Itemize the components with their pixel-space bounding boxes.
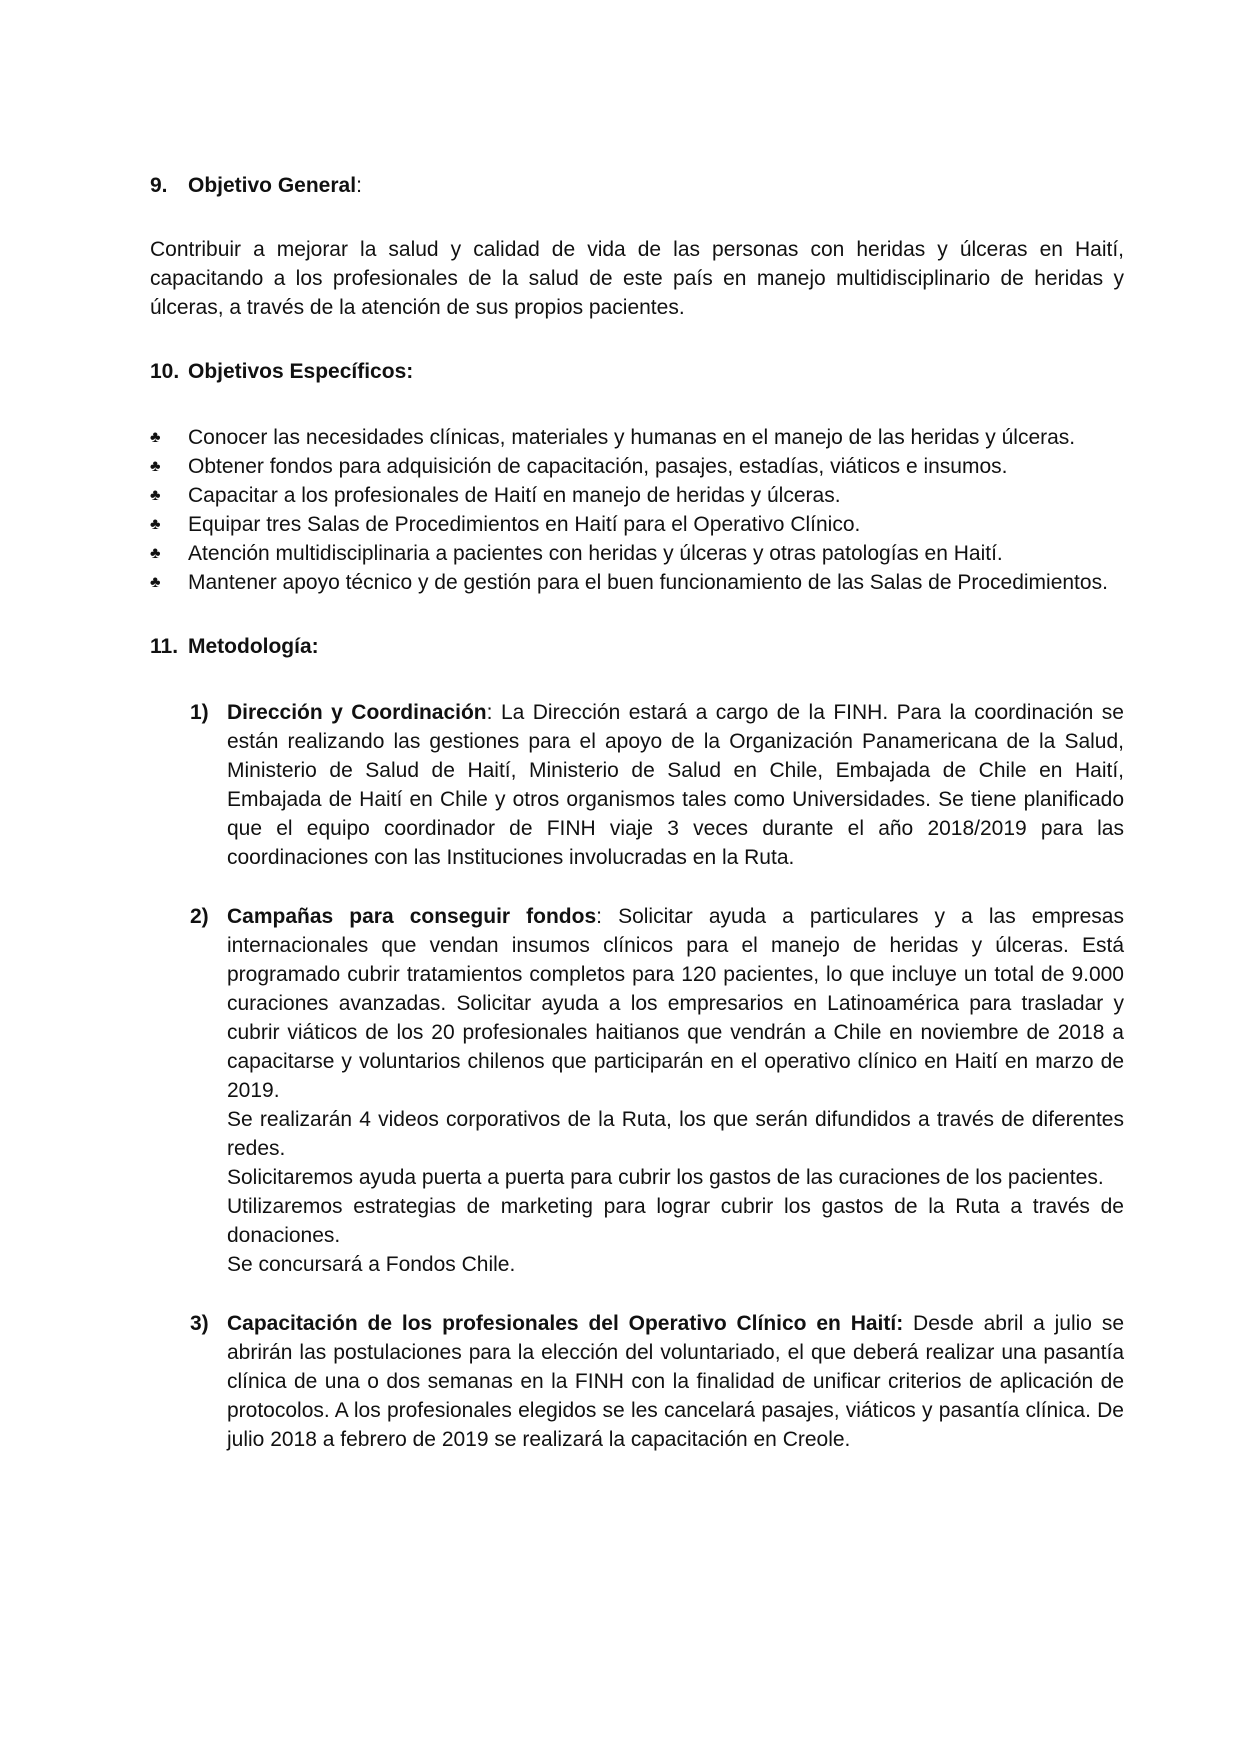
section-number: 9. [150,174,168,197]
section-11-heading [150,632,1124,661]
item-text: Solicitar ayuda a particulares y a las empresas internacionales que vendan insumos clínicos para el manejo de heridas y úlceras. Está programado cubrir tratamientos completos para 120 pacientes, lo que incluye un total de 9.000 curaciones avanzadas. Solicitar ayuda a los empresarios en Latinoamérica para trasladar y cubrir viáticos de los 20 profesionales haitianos que vendrán a Chile en noviembre de 2018 a capacitarse y voluntarios chilenos que participarán en el operativo clínico en Haití en marzo de 2019. [227,905,1124,1102]
list-item [150,539,1124,568]
list-item-text: Equipar tres Salas de Procedimientos en Haití para el Operativo Clínico. [188,513,861,536]
list-item-text: Atención multidisciplinaria a pacientes con heridas y úlceras y otras patologías en Haití. [188,542,1003,565]
specific-objectives-list [150,423,1124,597]
item-text: Desde abril a julio se abrirán las postulaciones para la elección del voluntariado, el que deberá realizar una pasantía clínica de una o dos semanas en la FINH con la finalidad de unificar criterios de aplicación de protocolos. A los profesionales elegidos se les cancelará pasajes, viáticos y pasantía clínica. De julio 2018 a febrero de 2019 se realizará la capacitación en Creole. [227,1312,1124,1451]
item-title: Dirección y Coordinación [227,701,487,724]
item-paragraph: Se concursará a Fondos Chile. [227,1253,516,1276]
methodology-item-campanas [190,902,1124,1279]
item-paragraph: Solicitaremos ayuda puerta a puerta para cubrir los gastos de las curaciones de los pacientes. [227,1166,1104,1189]
club-bullet-icon: ♣ [150,574,161,591]
list-item-text: Obtener fondos para adquisición de capacitación, pasajes, estadías, viáticos e insumos. [188,455,1008,478]
item-separator: : [486,701,493,724]
club-bullet-icon: ♣ [150,487,161,504]
section-9-heading [150,171,1124,200]
item-number: 1) [190,701,209,724]
methodology-list [150,698,1124,1454]
list-item-text: Mantener apoyo técnico y de gestión para el buen funcionamiento de las Salas de Procedimientos. [188,571,1108,594]
list-item [150,423,1124,452]
item-separator: : [596,905,602,928]
section-title: Metodología: [188,635,319,658]
club-bullet-icon: ♣ [150,516,161,533]
methodology-item-direccion [190,698,1124,872]
general-objective-text: Contribuir a mejorar la salud y calidad de vida de las personas con heridas y úlceras en Haití, capacitando a los profesionales de la salud de este país en manejo multidisciplinario de heridas y úlceras, a través de la atención de sus propios pacientes. [150,238,1124,319]
item-title: Campañas para conseguir fondos [227,905,597,928]
item-paragraph: Utilizaremos estrategias de marketing para lograr cubrir los gastos de la Ruta a través de donaciones. [227,1195,1124,1247]
section-10-heading [150,357,1124,386]
list-item [150,452,1124,481]
section-number: 11. [150,635,179,658]
list-item-text: Capacitar a los profesionales de Haití en manejo de heridas y úlceras. [188,484,841,507]
item-title: Capacitación de los profesionales del Operativo Clínico en Haití: [227,1312,904,1335]
list-item [150,481,1124,510]
list-item [150,568,1124,597]
list-item-text: Conocer las necesidades clínicas, materiales y humanas en el manejo de las heridas y úlceras. [188,426,1076,449]
item-text: La Dirección estará a cargo de la FINH. Para la coordinación se están realizando las gestiones para el apoyo de la Organización Panamericana de la Salud, Ministerio de Salud de Haití, Ministerio de Salud en Chile, Embajada de Chile en Haití, Embajada de Haití en Chile y otros organismos tales como Universidades. Se tiene planificado que el equipo coordinador de FINH viaje 3 veces durante el año 2018/2019 para las coordinaciones con las Instituciones involucradas en la Ruta. [227,701,1124,869]
list-item [150,510,1124,539]
club-bullet-icon: ♣ [150,458,161,475]
document-page [150,171,1124,1454]
section-number: 10. [150,360,180,383]
heading-colon: : [356,174,362,197]
section-title: Objetivo General [188,174,357,197]
item-number: 2) [190,905,209,928]
methodology-item-capacitacion [190,1309,1124,1454]
club-bullet-icon: ♣ [150,429,161,446]
club-bullet-icon: ♣ [150,545,161,562]
section-title: Objetivos Específicos: [188,360,414,383]
item-number: 3) [190,1312,209,1335]
item-paragraph: Se realizarán 4 videos corporativos de la Ruta, los que serán difundidos a través de diferentes redes. [227,1108,1124,1160]
